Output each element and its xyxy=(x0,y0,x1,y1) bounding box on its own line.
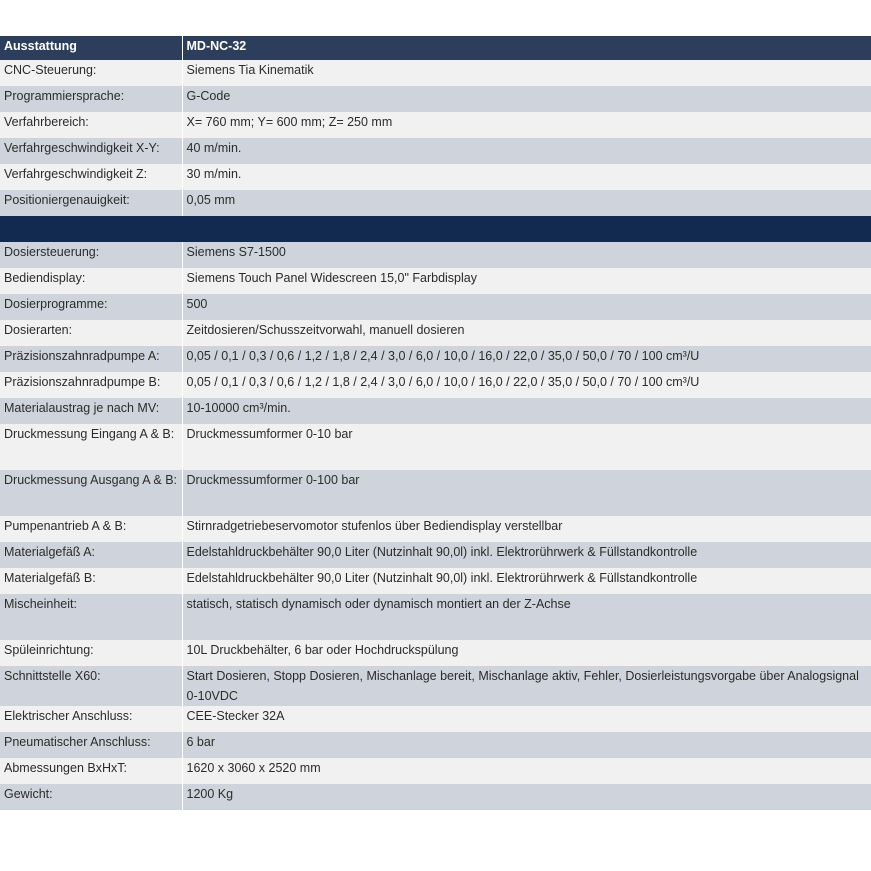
spec-value: 0,05 mm xyxy=(182,190,871,216)
spec-label: Materialaustrag je nach MV: xyxy=(0,398,182,424)
spec-label: Dosierarten: xyxy=(0,320,182,346)
spec-value: Stirnradgetriebeservomotor stufenlos über Bediendisplay verstellbar xyxy=(182,516,871,542)
table-row xyxy=(0,542,871,568)
spec-table xyxy=(0,36,871,810)
table-row xyxy=(0,346,871,372)
spec-value: 0,05 / 0,1 / 0,3 / 0,6 / 1,2 / 1,8 / 2,4 / 3,0 / 6,0 / 10,0 / 16,0 / 22,0 / 35,0 / 50,0 / 70 / 100 cm³/U xyxy=(182,346,871,372)
spec-label: Materialgefäß A: xyxy=(0,542,182,568)
table-row xyxy=(0,568,871,594)
spec-label: Spüleinrichtung: xyxy=(0,640,182,666)
spec-label: Gewicht: xyxy=(0,784,182,810)
table-row xyxy=(0,372,871,398)
table-row xyxy=(0,164,871,190)
spec-value: G-Code xyxy=(182,86,871,112)
spec-label: Materialgefäß B: xyxy=(0,568,182,594)
spec-value: CEE-Stecker 32A xyxy=(182,706,871,732)
table-row xyxy=(0,758,871,784)
spec-value: statisch, statisch dynamisch oder dynamisch montiert an der Z-Achse xyxy=(182,594,871,640)
spec-value: Edelstahldruckbehälter 90,0 Liter (Nutzinhalt 90,0l) inkl. Elektrorührwerk & Füllstandkontrolle xyxy=(182,568,871,594)
table-row xyxy=(0,294,871,320)
table-row xyxy=(0,784,871,810)
spec-label: Positioniergenauigkeit: xyxy=(0,190,182,216)
table-row xyxy=(0,242,871,268)
spec-value: Siemens Tia Kinematik xyxy=(182,60,871,86)
spec-label: Verfahrbereich: xyxy=(0,112,182,138)
table-row xyxy=(0,398,871,424)
table-row xyxy=(0,594,871,640)
spec-label: Elektrischer Anschluss: xyxy=(0,706,182,732)
spec-label: Bediendisplay: xyxy=(0,268,182,294)
spec-label: Pumpenantrieb A & B: xyxy=(0,516,182,542)
spec-label: Druckmessung Eingang A & B: xyxy=(0,424,182,470)
header-label: Ausstattung xyxy=(0,36,182,60)
spec-value: Zeitdosieren/Schusszeitvorwahl, manuell dosieren xyxy=(182,320,871,346)
spec-label: Präzisionszahnradpumpe B: xyxy=(0,372,182,398)
spec-label: Abmessungen BxHxT: xyxy=(0,758,182,784)
spec-value: Siemens S7-1500 xyxy=(182,242,871,268)
spec-value: 1620 x 3060 x 2520 mm xyxy=(182,758,871,784)
section-divider xyxy=(0,216,871,242)
spec-value: Start Dosieren, Stopp Dosieren, Mischanlage bereit, Mischanlage aktiv, Fehler, Dosierleistungsvorgabe über Analogsignal 0-10VDC xyxy=(182,666,871,706)
table-header-row xyxy=(0,36,871,60)
spec-label: Verfahrgeschwindigkeit X-Y: xyxy=(0,138,182,164)
spec-value: Edelstahldruckbehälter 90,0 Liter (Nutzinhalt 90,0l) inkl. Elektrorührwerk & Füllstandkontrolle xyxy=(182,542,871,568)
table-row xyxy=(0,732,871,758)
spec-value: Siemens Touch Panel Widescreen 15,0" Farbdisplay xyxy=(182,268,871,294)
spec-value: 6 bar xyxy=(182,732,871,758)
table-row xyxy=(0,666,871,706)
spec-label: Pneumatischer Anschluss: xyxy=(0,732,182,758)
spec-label: Präzisionszahnradpumpe A: xyxy=(0,346,182,372)
section-divider-bar xyxy=(0,216,871,242)
table-row xyxy=(0,190,871,216)
spec-label: Dosierprogramme: xyxy=(0,294,182,320)
table-row xyxy=(0,706,871,732)
spec-label: Programmiersprache: xyxy=(0,86,182,112)
header-model: MD-NC-32 xyxy=(182,36,871,60)
spec-value: 1200 Kg xyxy=(182,784,871,810)
table-row xyxy=(0,470,871,516)
table-row xyxy=(0,86,871,112)
spec-value: 40 m/min. xyxy=(182,138,871,164)
spec-value: 30 m/min. xyxy=(182,164,871,190)
spec-value: 10-10000 cm³/min. xyxy=(182,398,871,424)
spec-value: 500 xyxy=(182,294,871,320)
table-row xyxy=(0,640,871,666)
spec-value: Druckmessumformer 0-10 bar xyxy=(182,424,871,470)
spec-label: Schnittstelle X60: xyxy=(0,666,182,706)
table-row xyxy=(0,516,871,542)
table-row xyxy=(0,424,871,470)
spec-label: Verfahrgeschwindigkeit Z: xyxy=(0,164,182,190)
table-row xyxy=(0,60,871,86)
spec-label: CNC-Steuerung: xyxy=(0,60,182,86)
table-row xyxy=(0,138,871,164)
spec-label: Dosiersteuerung: xyxy=(0,242,182,268)
spec-label: Mischeinheit: xyxy=(0,594,182,640)
spec-value: 10L Druckbehälter, 6 bar oder Hochdruckspülung xyxy=(182,640,871,666)
table-row xyxy=(0,268,871,294)
spec-label: Druckmessung Ausgang A & B: xyxy=(0,470,182,516)
spec-value: X= 760 mm; Y= 600 mm; Z= 250 mm xyxy=(182,112,871,138)
spec-value: 0,05 / 0,1 / 0,3 / 0,6 / 1,2 / 1,8 / 2,4 / 3,0 / 6,0 / 10,0 / 16,0 / 22,0 / 35,0 / 50,0 / 70 / 100 cm³/U xyxy=(182,372,871,398)
spec-value: Druckmessumformer 0-100 bar xyxy=(182,470,871,516)
table-row xyxy=(0,320,871,346)
table-row xyxy=(0,112,871,138)
